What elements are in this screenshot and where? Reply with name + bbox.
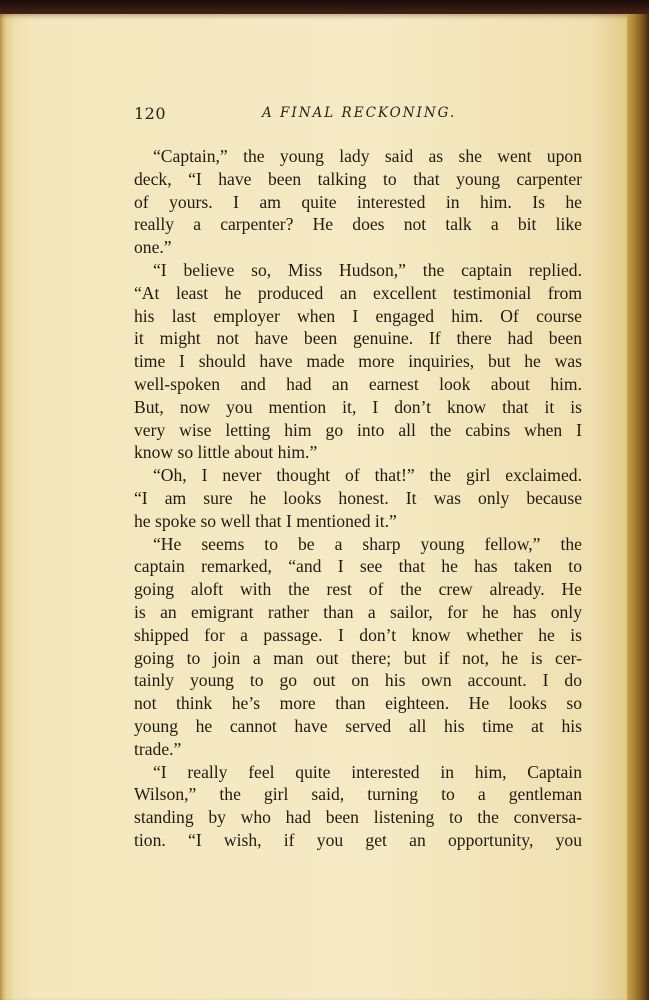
text-line: of yours. I am quite interested in him. Is he bbox=[134, 191, 582, 212]
text-line: But, now you mention it, I don’t know that it is bbox=[134, 396, 582, 417]
text-line: not think he’s more than eighteen. He looks so bbox=[134, 693, 582, 714]
text-line: he spoke so well that I mentioned it.” bbox=[134, 510, 397, 531]
text-line: very wise letting him go into all the cabins when I bbox=[134, 419, 582, 440]
text-line: know so little about him.” bbox=[134, 442, 318, 463]
text-line: standing by who had been listening to the conversa- bbox=[134, 807, 582, 828]
text-line: well-spoken and had an earnest look about him. bbox=[134, 373, 582, 394]
text-line: is an emigrant rather than a sailor, for he has only bbox=[134, 601, 582, 622]
text-line: “Captain,” the young lady said as she went upon bbox=[153, 146, 582, 166]
text-line: Wilson,” the girl said, turning to a gentleman bbox=[134, 784, 582, 805]
page-number: 120 bbox=[134, 104, 167, 123]
text-line: captain remarked, “and I see that he has taken to bbox=[134, 556, 582, 577]
text-line: it might not have been genuine. If there had been bbox=[134, 328, 582, 349]
text-line: “Oh, I never thought of that!” the girl exclaimed. bbox=[153, 465, 582, 486]
text-line: tion. “I wish, if you get an opportunity, you bbox=[134, 829, 582, 850]
text-line: shipped for a passage. I don’t know whether he is bbox=[134, 624, 582, 645]
text-line: deck, “I have been talking to that young carpenter bbox=[134, 168, 582, 189]
text-line: young he cannot have served all his time at his bbox=[134, 715, 582, 736]
text-line: one.” bbox=[134, 237, 172, 258]
page-header bbox=[134, 104, 582, 128]
text-line: going to join a man out there; but if not, he is cer- bbox=[134, 647, 582, 668]
text-line: “I really feel quite interested in him, Captain bbox=[153, 761, 582, 782]
body-text bbox=[134, 145, 582, 852]
text-line: tainly young to go out on his own account. I do bbox=[134, 670, 582, 691]
text-line: time I should have made more inquiries, but he was bbox=[134, 351, 582, 372]
text-line: “At least he produced an excellent testimonial from bbox=[134, 282, 582, 303]
text-line: “He seems to be a sharp young fellow,” the bbox=[153, 533, 582, 554]
text-line: “I believe so, Miss Hudson,” the captain replied. bbox=[153, 259, 582, 280]
running-title: A FINAL RECKONING. bbox=[262, 105, 457, 121]
text-line: trade.” bbox=[134, 738, 182, 759]
page-fore-edge bbox=[627, 14, 649, 1000]
text-line: going aloft with the rest of the crew already. He bbox=[134, 579, 582, 600]
text-line: really a carpenter? He does not talk a bit like bbox=[134, 214, 582, 235]
text-line: his last employer when I engaged him. Of course bbox=[134, 305, 582, 326]
text-line: “I am sure he looks honest. It was only because bbox=[134, 487, 582, 508]
